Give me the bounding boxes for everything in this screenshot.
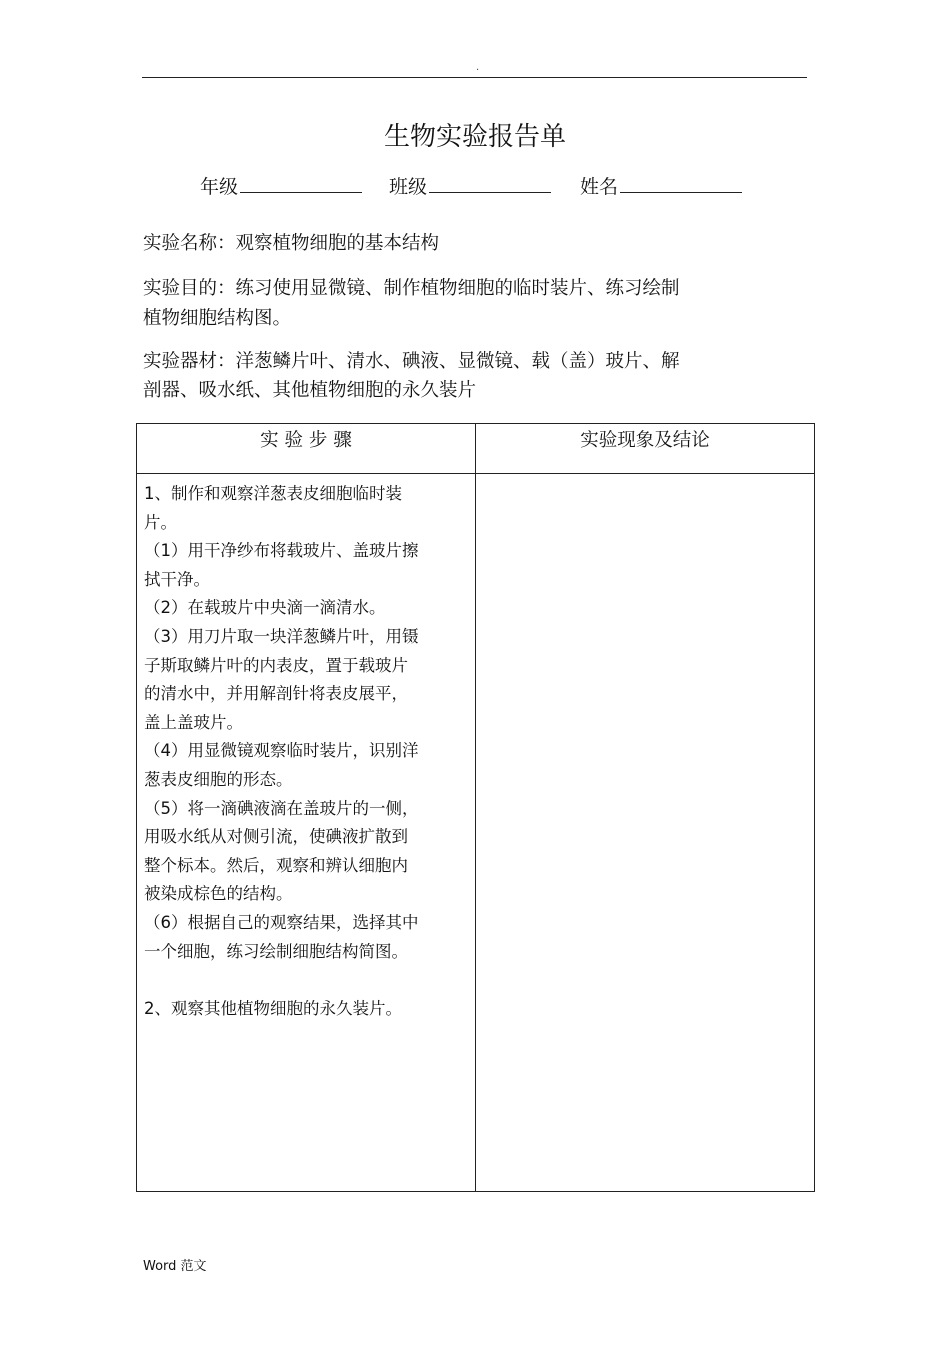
step-line: 片。 [144, 512, 177, 532]
class-label: 班级 [389, 176, 428, 198]
class-field [389, 170, 551, 199]
experiment-materials-line-1: 实验器材：洋葱鳞片叶、清水、碘液、显微镜、载（盖）玻片、解 [143, 351, 680, 372]
step-line: （1）用干净纱布将载玻片、盖玻片擦 [144, 541, 419, 561]
step-line: 子斯取鳞片叶的内表皮，置于载玻片 [144, 655, 408, 675]
step-line-blank [144, 966, 469, 995]
steps-column-header: 实 验 步 骤 [137, 424, 476, 474]
step-line: 一个细胞，练习绘制细胞结构简图。 [144, 941, 408, 961]
experiment-purpose-line-1: 实验目的：练习使用显微镜、制作植物细胞的临时装片、练习绘制 [143, 278, 680, 299]
step-line: 1、制作和观察洋葱表皮细胞临时装 [144, 484, 402, 503]
result-cell[interactable] [476, 474, 815, 1192]
step-line: 被染成棕色的结构。 [144, 884, 293, 904]
step-line: 拭干净。 [144, 569, 210, 589]
name-field [580, 170, 742, 199]
step-line: （4）用显微镜观察临时装片，识别洋 [144, 741, 419, 761]
step-line: 2、观察其他植物细胞的永久装片。 [144, 998, 402, 1018]
table-header-row [137, 424, 815, 474]
report-table [136, 423, 815, 1192]
header-dot: . [476, 62, 480, 73]
table-body-row [137, 474, 815, 1192]
grade-blank[interactable] [240, 170, 362, 193]
step-line: 整个标本。然后，观察和辨认细胞内 [144, 855, 408, 875]
footer-label: Word 范文 [143, 1259, 207, 1274]
name-blank[interactable] [620, 170, 742, 193]
result-column-header: 实验现象及结论 [476, 424, 815, 474]
step-line: 盖上盖玻片。 [144, 712, 243, 732]
experiment-materials-line-2: 剖器、吸水纸、其他植物细胞的永久装片 [143, 380, 477, 401]
step-line: （3）用刀片取一块洋葱鳞片叶，用镊 [144, 626, 419, 646]
grade-label: 年级 [200, 176, 239, 198]
step-line: 的清水中，并用解剖针将表皮展平， [144, 684, 408, 704]
step-line: （5）将一滴碘液滴在盖玻片的一侧， [144, 798, 419, 818]
experiment-purpose-line-2: 植物细胞结构图。 [143, 308, 292, 329]
steps-cell [137, 474, 476, 1192]
step-line: （6）根据自己的观察结果，选择其中 [144, 912, 419, 932]
grade-field [200, 170, 362, 199]
class-blank[interactable] [429, 170, 551, 193]
header-rule [142, 77, 807, 78]
step-line: （2）在载玻片中央滴一滴清水。 [144, 598, 386, 618]
step-line: 葱表皮细胞的形态。 [144, 769, 293, 789]
experiment-name: 实验名称：观察植物细胞的基本结构 [143, 233, 440, 254]
step-line: 用吸水纸从对侧引流，使碘液扩散到 [144, 827, 408, 847]
name-label: 姓名 [580, 176, 619, 198]
document-title: 生物实验报告单 [383, 122, 566, 152]
